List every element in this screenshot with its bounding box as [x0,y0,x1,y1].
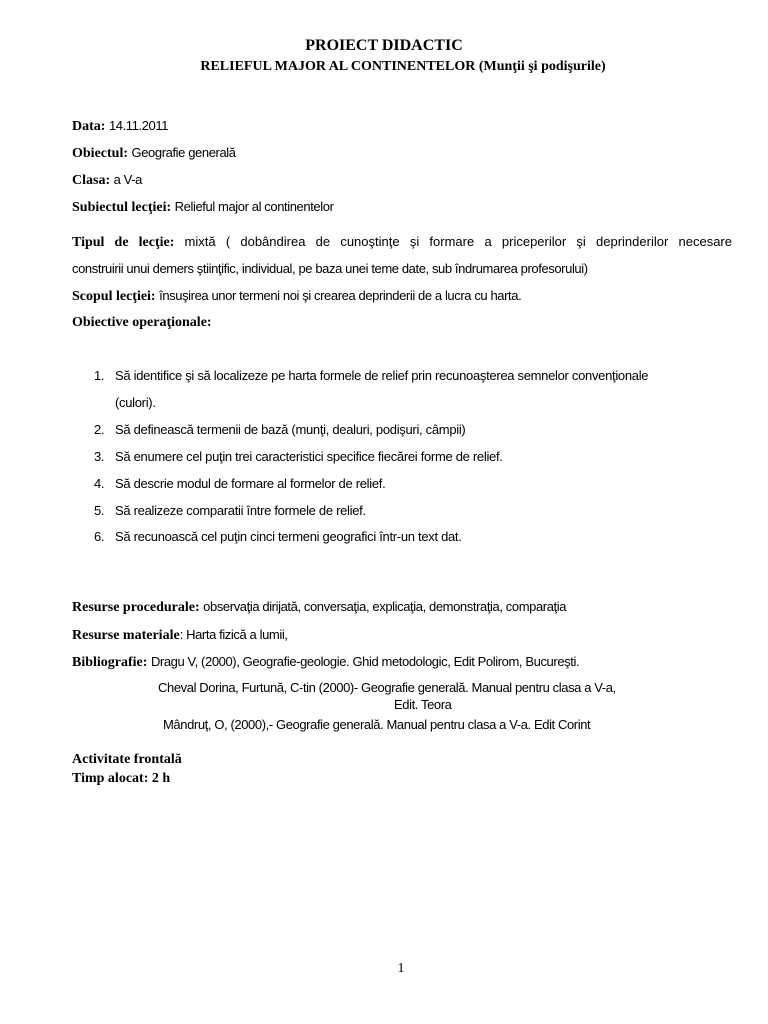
procedural-resources-label: Resurse procedurale: [72,600,200,615]
subject-label: Subiectul lecţiei: [72,200,172,215]
objective-text: Să definească termenii de bază (munţi, dealuri, podişuri, câmpii) [115,422,466,437]
date-label: Data: [72,119,106,134]
purpose-row [72,288,521,305]
lesson-type-label: Tipul de lecţie: [72,235,175,250]
page-number: 1 [397,961,405,976]
date-row [72,118,168,135]
objective-number: 6. [94,529,105,544]
objective-text-cont: (culori). [115,395,156,410]
subject-value: Relieful major al continentelor [174,199,334,214]
object-row [72,145,236,162]
lesson-type-line2: construirii unui demers ştiinţific, individual, pe baza unei teme date, sub îndrumarea profesorului) [72,261,588,276]
material-resources-row [72,627,288,644]
material-resources-label: Resurse materiale [72,628,180,643]
document-title: PROIECT DIDACTIC [305,37,463,54]
activity-type: Activitate frontală [72,752,182,767]
objective-item-4 [94,476,734,496]
objective-item-6 [94,529,734,549]
objective-number: 2. [94,422,105,437]
objective-number: 3. [94,449,105,464]
class-row [72,172,142,189]
class-value: a V-a [113,172,142,187]
objective-text: Să recunoască cel puţin cinci termeni geografici într-un text dat. [115,529,462,544]
object-value: Geografie generală [131,145,236,160]
objective-text: Să realizeze comparatii între formele de relief. [115,503,366,518]
objective-number: 5. [94,503,105,518]
objective-text: Să identifice şi să localizeze pe harta formele de relief prin recunoaşterea semnelor convenţionale [115,368,649,383]
material-resources-value: : Harta fizică a lumii, [179,627,288,642]
procedural-resources-row [72,599,566,616]
objective-text: Să descrie modul de formare al formelor de relief. [115,476,386,491]
bibliography-label: Bibliografie: [72,655,148,670]
class-label: Clasa: [72,173,111,188]
objective-item-1-cont [94,395,734,415]
subject-row [72,199,334,216]
bibliography-row [72,654,579,671]
objective-number: 1. [94,368,105,383]
objective-item-5 [94,503,734,523]
objective-number: 4. [94,476,105,491]
bibliography-entry-1: Dragu V, (2000), Geografie-geologie. Ghid metodologic, Edit Polirom, Bucureşti. [150,654,580,669]
lesson-type-line1 [72,234,732,251]
allocated-time: Timp alocat: 2 h [72,771,171,786]
bibliography-entry-2-publisher: Edit. Teora [394,697,452,712]
procedural-resources-value: observaţia dirijată, conversaţia, explicaţia, demonstraţia, comparaţia [203,599,567,614]
document-subtitle: RELIEFUL MAJOR AL CONTINENTELOR (Munţii şi podişurile) [200,59,606,74]
objective-item-1 [94,368,734,388]
bibliography-entry-2: Cheval Dorina, Furtună, C-tin (2000)- Geografie generală. Manual pentru clasa a V-a, [158,680,616,695]
object-label: Obiectul: [72,146,128,161]
objectives-label: Obiective operaţionale: [72,315,212,330]
objectives-heading [72,315,212,331]
date-value: 14.11.2011 [108,118,169,133]
purpose-value: însuşirea unor termeni noi şi crearea deprinderii de a lucra cu harta. [159,288,522,303]
purpose-label: Scopul lecţiei: [72,289,156,304]
objective-text: Să enumere cel puţin trei caracteristici specifice fiecărei forme de relief. [115,449,503,464]
objective-item-3 [94,449,734,469]
lesson-type-value: mixtă ( dobândirea de cunoştinţe şi formare a priceperilor şi deprinderilor necesare [184,234,732,249]
bibliography-entry-3: Mândruţ, O, (2000),- Geografie generală. Manual pentru clasa a V-a. Edit Corint [163,717,591,732]
objective-item-2 [94,422,734,442]
